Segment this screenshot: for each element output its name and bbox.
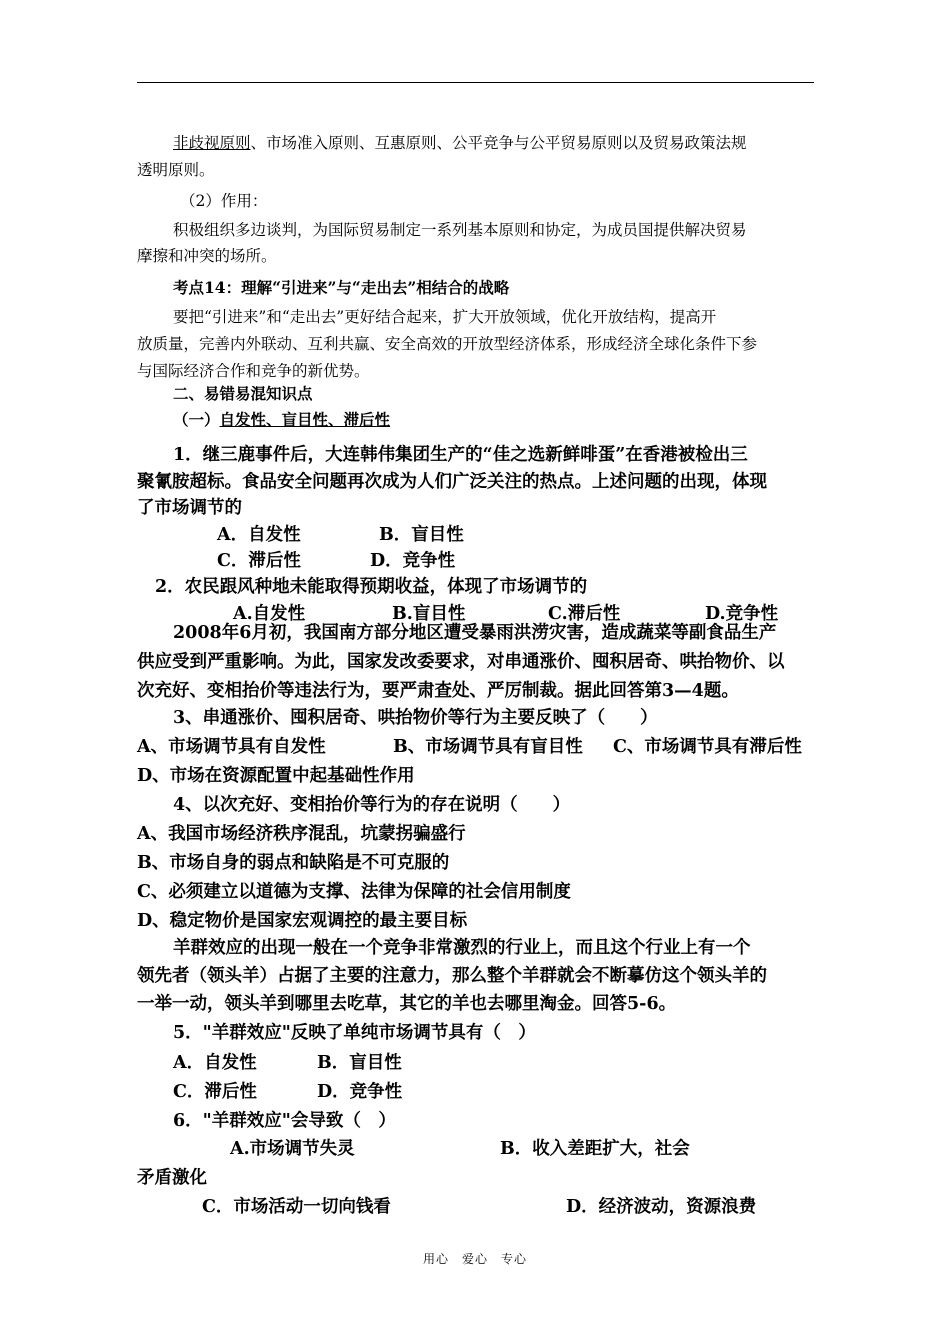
function-text-1: 积极组织多边谈判，为国际贸易制定一系列基本原则和协定，为成员国提供解决贸易 (173, 221, 747, 239)
page-footer: 用心 爱心 专心 (422, 1252, 527, 1266)
non-discrimination-term: 非歧视原则 (173, 134, 251, 152)
question-4-option-d: D、稳定物价是国家宏观调控的最主要目标 (137, 911, 468, 931)
material-2-line-1: 羊群效应的出现一般在一个竞争非常激烈的行业上，而且这个行业上有一个 (173, 938, 751, 958)
topic-14-heading: 考点14：理解“引进来”与“走出去”相结合的战略 (173, 278, 510, 297)
question-3-option-c: C、市场调节具有滞后性 (613, 737, 802, 757)
question-4-stem: 4、以次充好、变相抬价等行为的存在说明（ ） (173, 795, 571, 815)
question-5-option-a: A．自发性 (173, 1053, 257, 1073)
question-5-option-d: D．竞争性 (317, 1082, 403, 1102)
question-6-option-d: D．经济波动，资源浪费 (566, 1197, 757, 1217)
question-4-option-c: C、必须建立以道德为支撑、法律为保障的社会信用制度 (137, 882, 571, 902)
question-1-line-1: 1．继三鹿事件后，大连韩伟集团生产的“佳之选新鲜啡蛋”在香港被检出三 (173, 445, 748, 465)
question-3-option-d: D、市场在资源配置中起基础性作用 (137, 766, 415, 786)
function-text-2: 摩擦和冲突的场所。 (137, 247, 277, 265)
question-3-option-b: B、市场调节具有盲目性 (393, 737, 583, 757)
question-2-option-d: D.竞争性 (705, 604, 779, 624)
material-1-line-1: 2008年6月初，我国南方部分地区遭受暴雨洪涝灾害，造成蔬菜等副食品生产 (173, 623, 777, 643)
material-1-line-2: 供应受到严重影响。为此，国家发改委要求，对串通涨价、囤积居奇、哄抬物价、以 (137, 652, 785, 672)
question-1-line-2: 聚氰胺超标。食品安全问题再次成为人们广泛关注的热点。上述问题的出现，体现 (137, 472, 767, 492)
question-6-option-a: A.市场调节失灵 (230, 1139, 355, 1159)
material-1-line-3: 次充好、变相抬价等违法行为，要严肃查处、严厉制裁。据此回答第3—4题。 (137, 681, 739, 701)
question-6-option-b-continued: 矛盾激化 (137, 1168, 207, 1188)
question-1-line-3: 了市场调节的 (137, 498, 242, 518)
section-two-heading: 二、易错易混知识点 (173, 384, 313, 403)
question-4-option-a: A、我国市场经济秩序混乱，坑蒙拐骗盛行 (137, 824, 466, 844)
subsection-one-heading: （一）自发性、盲目性、滞后性 (173, 410, 391, 429)
question-2-option-c: C.滞后性 (548, 604, 621, 624)
question-2-stem: 2．农民跟风种地未能取得预期收益，体现了市场调节的 (155, 577, 588, 597)
question-1-option-d: D．竞争性 (370, 551, 456, 571)
question-5-option-c: C．滞后性 (173, 1082, 257, 1102)
function-heading: （2）作用： (180, 192, 268, 210)
question-2-option-b: B.盲目性 (392, 604, 466, 624)
principles-line-2: 透明原则。 (137, 161, 215, 179)
question-6-option-b: B．收入差距扩大，社会 (500, 1139, 690, 1159)
topic-14-text-1: 要把“引进来”和“走出去”更好结合起来，扩大开放领域，优化开放结构，提高开 (173, 308, 717, 326)
question-5-stem: 5．"羊群效应"反映了单纯市场调节具有（ ） (173, 1023, 536, 1043)
question-1-option-c: C．滞后性 (217, 551, 301, 571)
topic-14-text-3: 与国际经济合作和竞争的新优势。 (137, 362, 370, 380)
question-2-option-a: A.自发性 (233, 604, 306, 624)
question-1-option-a: A．自发性 (217, 525, 301, 545)
question-3-option-a: A、市场调节具有自发性 (137, 737, 326, 757)
question-4-option-b: B、市场自身的弱点和缺陷是不可克服的 (137, 853, 450, 873)
question-5-option-b: B．盲目性 (317, 1053, 402, 1073)
topic-14-text-2: 放质量，完善内外联动、互利共赢、安全高效的开放型经济体系，形成经济全球化条件下参 (137, 335, 758, 353)
question-6-stem: 6．"羊群效应"会导致（ ） (173, 1111, 396, 1131)
question-1-option-b: B．盲目性 (379, 525, 464, 545)
principles-line: 非歧视原则、市场准入原则、互惠原则、公平竞争与公平贸易原则以及贸易政策法规 (173, 134, 747, 152)
question-3-stem: 3、串通涨价、囤积居奇、哄抬物价等行为主要反映了（ ） (173, 708, 658, 728)
material-2-line-2: 领先者（领头羊）占据了主要的注意力，那么整个羊群就会不断摹仿这个领头羊的 (137, 966, 767, 986)
question-6-option-c: C．市场活动一切向钱看 (202, 1197, 391, 1217)
material-2-line-3: 一举一动，领头羊到哪里去吃草，其它的羊也去哪里淘金。回答5-6。 (137, 994, 677, 1014)
header-rule (137, 82, 814, 83)
